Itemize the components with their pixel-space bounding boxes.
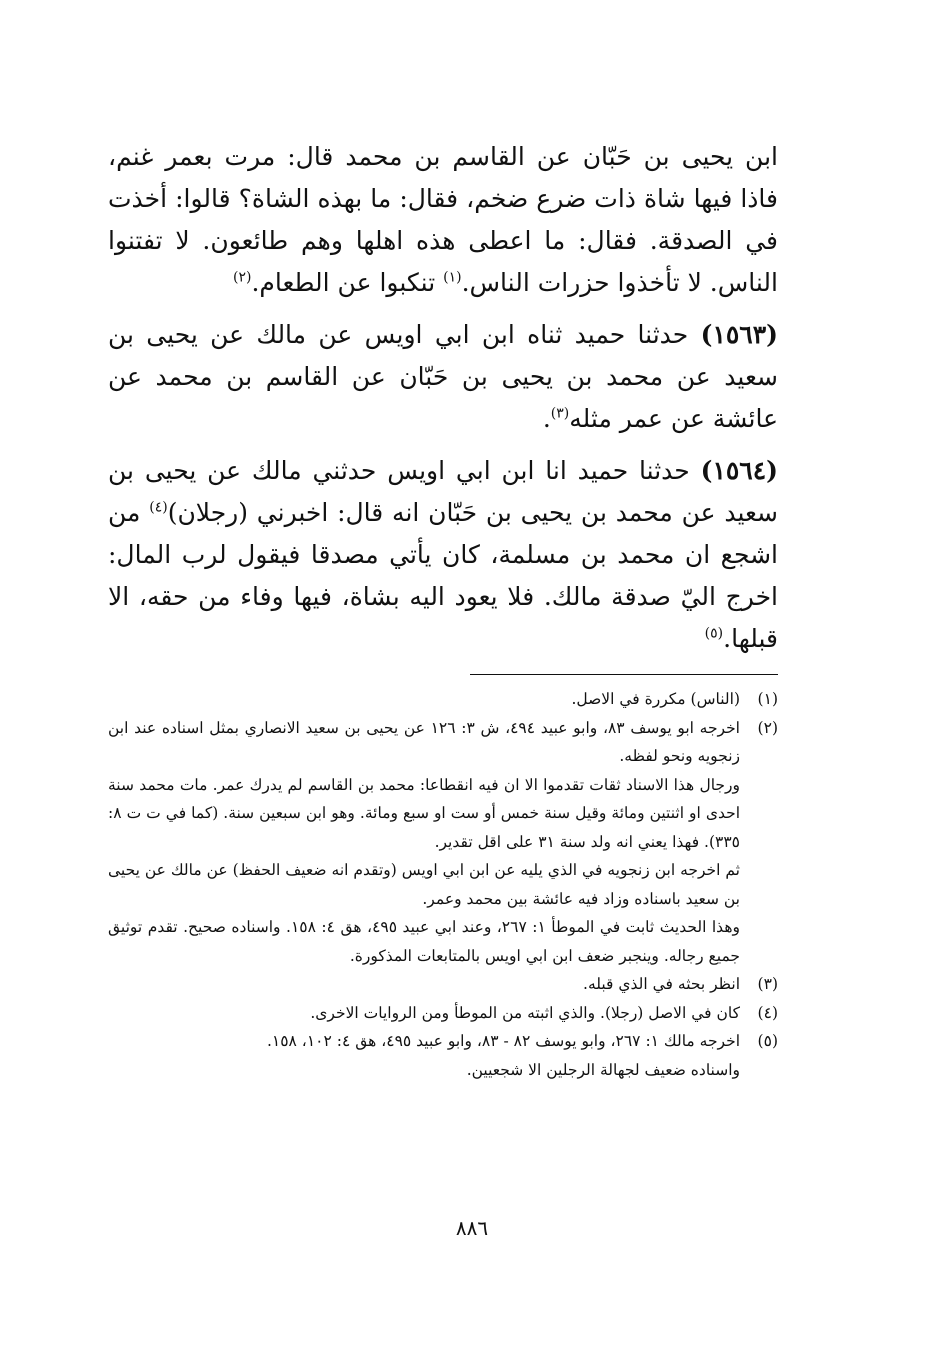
footnote-body [108, 999, 740, 1028]
line: فقال: ما اعطى هذه اهلها وهم طائعون. لا تفتنوا الناس. لا تأخذوا [108, 226, 778, 297]
footnote-number: (١) [757, 690, 778, 708]
footnote-ref: (٣) [550, 405, 570, 422]
footnote-body [108, 714, 740, 971]
hadith-1564 [108, 450, 778, 660]
footnote-text: اخرجه ابو يوسف ٨٣، وابو عبيد ٤٩٤، ش ٣: ١٢٦ عن يحيى بن سعيد الانصاري بمثل اسناده عند ابن زنجويه ونحو لفظه. [108, 718, 740, 765]
footnote-3 [108, 970, 778, 999]
main-text [108, 136, 778, 660]
footnote-number: (٥) [757, 1032, 778, 1050]
footnote-body [108, 685, 740, 714]
line: شاة ذات ضرع ضخم، فقال: ما بهذه الشاة؟ قالوا: أخذت في الصدقة. [108, 184, 778, 255]
footnote-body [108, 970, 740, 999]
hadith-text: حدثنا حميد انا ابن ابي اويس حدثني مالك عن يحيى بن سعيد عن محمد بن يحيى بن حَبّان انه قال: اخبرني (رجلان) [108, 456, 778, 527]
footnote-text: واسناده ضعيف لجهالة الرجلين الا شجعيين. [466, 1060, 740, 1079]
hadith-end: . [542, 404, 551, 433]
footnotes [108, 685, 778, 1084]
footnote-text: ورجال هذا الاسناد ثقات تقدموا الا ان فيه انقطاعا: محمد بن القاسم لم يدرك عمر. مات محمد سنة احدى او اثنتين ومائة وقيل سنة خمس أو ست او سبع ومائة. وهو ابن سبعين سنة. (كما في ت ت ٨: ٣٣٥). فهذا يعني انه ولد سنة ٣١ على اقل تقدير. [108, 775, 740, 851]
footnote-ref: (٤) [149, 499, 168, 516]
book-page [108, 136, 778, 1084]
footnote-5 [108, 1027, 778, 1084]
hadith-number: (١٥٦٤) [700, 456, 778, 485]
footnote-text: انظر بحثه في الذي قبله. [583, 975, 740, 993]
paragraph-continuation [108, 136, 778, 304]
footnote-text: (الناس) مكررة في الاصل. [571, 690, 740, 708]
page-number: ٨٨٦ [455, 1216, 489, 1240]
hadith-number: (١٥٦٣) [700, 320, 778, 349]
line: حزرات الناس. [461, 268, 610, 297]
footnote-2 [108, 714, 778, 971]
hadith-text: من اشجع ان محمد بن مسلمة، كان يأتي مصدقا فيقول لرب المال: اخرج اليّ صدقة مالك. فلا يعود اليه بشاة، فيها وفاء من حقه، الا قبلها. [108, 498, 778, 653]
line: ابن يحيى بن حَبّان عن القاسم بن محمد قال: مرت بعمر غنم، فاذا فيها [108, 142, 779, 213]
footnote-divider [470, 674, 778, 675]
footnote-text: وهذا الحديث ثابت في الموطأ ١: ٢٦٧، وعند ابي عبيد ٤٩٥، هق ٤: ١٥٨. واسناده صحيح. تقدم توثيق جميع رجاله. وينجبر ضعف ابن ابي اويس بالمتابعات المذكورة. [108, 918, 740, 965]
hadith-text: حدثنا حميد ثناه ابن ابي اويس عن مالك عن يحيى بن سعيد عن محمد بن يحيى بن حَبّان عن القاسم بن محمد عن عائشة عن عمر مثله [108, 320, 778, 433]
footnote-ref: (٥) [704, 625, 724, 642]
footnote-1 [108, 685, 778, 714]
hadith-1563 [108, 314, 778, 440]
footnote-4 [108, 999, 778, 1028]
footnote-ref: (٢) [232, 269, 252, 286]
footnote-number: (٣) [757, 975, 778, 993]
footnote-text: اخرجه مالك ١: ٢٦٧، وابو يوسف ٨٢ - ٨٣، وابو عبيد ٤٩٥، هق ٤: ١٠٢، ١٥٨. [266, 1032, 740, 1050]
footnote-number: (٢) [757, 718, 778, 737]
line: تنكبوا عن الطعام. [251, 268, 436, 297]
footnote-text: كان في الاصل (رجلا). والذي اثبته من الموطأ ومن الروايات الاخرى. [310, 1003, 740, 1022]
footnote-ref: (١) [443, 269, 462, 286]
footnote-number: (٤) [757, 1003, 778, 1022]
footnote-body [108, 1027, 740, 1084]
footnote-text: ثم اخرجه ابن زنجويه في الذي يليه عن ابن ابي اويس (وتقدم انه ضعيف الحفظ) عن مالك عن يحيى بن سعيد باسناده وزاد فيه عائشة بين محمد وعمر. [108, 861, 740, 908]
